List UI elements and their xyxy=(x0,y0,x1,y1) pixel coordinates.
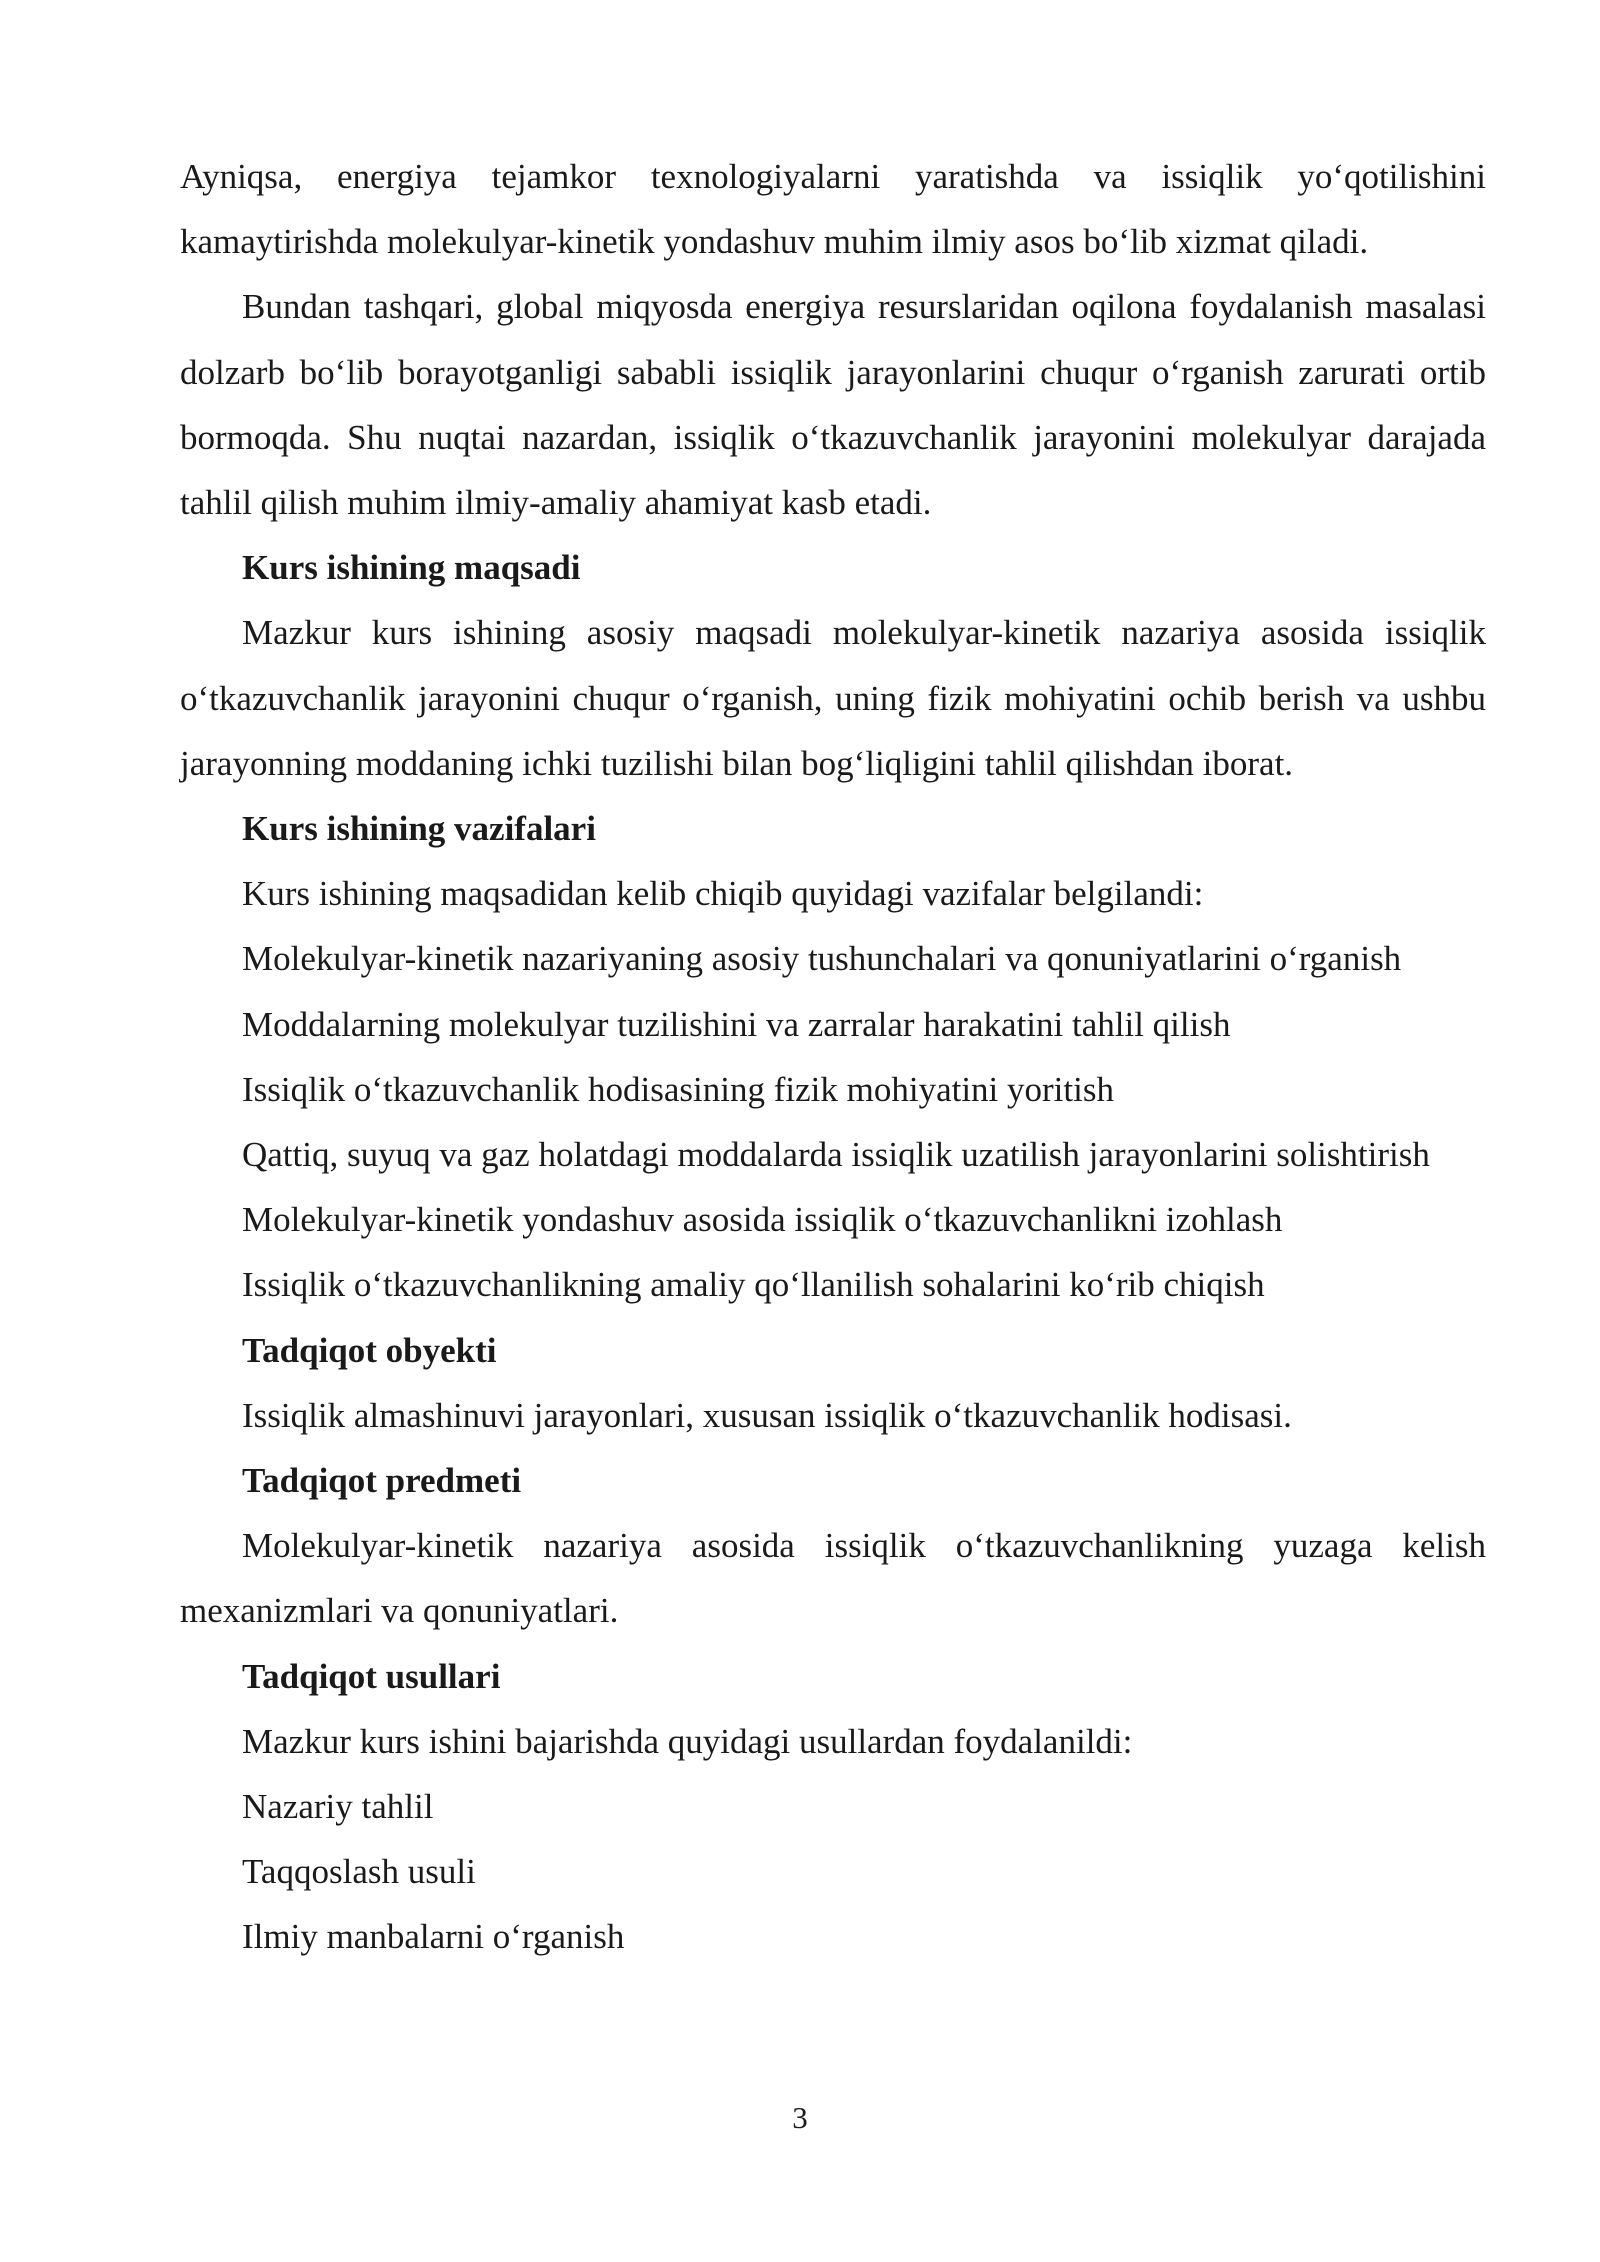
heading-course-goal: Kurs ishining maqsadi xyxy=(242,548,581,588)
task-item-6: Issiqlik o‘tkazuvchanlikning amaliy qo‘llanilish sohalarini ko‘rib chiqish xyxy=(242,1265,1265,1305)
task-item-5: Molekulyar-kinetik yondashuv asosida issiqlik o‘tkazuvchanlikni izohlash xyxy=(242,1200,1283,1240)
paragraph-course-goal: Mazkur kurs ishining asosiy maqsadi molekulyar-kinetik nazariya asosida issiqlik o‘tkazuvchanlik jarayonini chuqur o‘rganish, uning fizik mohiyatini ochib berish va ushbu jarayonning moddaning ichki tuzilishi bilan bog‘liqligini tahlil qilishdan iborat. xyxy=(180,613,1486,783)
paragraph-energy-resources: Bundan tashqari, global miqyosda energiya resurslaridan oqilona foydalanish masalasi dolzarb bo‘lib borayotganligi sababli issiqlik jarayonlarini chuqur o‘rganish zarurati ortib bormoqda. Shu nuqtai nazardan, issiqlik o‘tkazuvchanlik jarayonini molekulyar darajada tahlil qilish muhim ilmiy-amaliy ahamiyat kasb etadi. xyxy=(180,287,1486,523)
page-body xyxy=(180,144,1486,1970)
task-item-4: Qattiq, suyuq va gaz holatdagi moddalarda issiqlik uzatilish jarayonlarini solishtirish xyxy=(242,1135,1430,1175)
method-item-3: Ilmiy manbalarni o‘rganish xyxy=(242,1917,625,1957)
task-item-1: Molekulyar-kinetik nazariyaning asosiy tushunchalari va qonuniyatlarini o‘rganish xyxy=(242,939,1402,979)
paragraph-research-subject: Molekulyar-kinetik nazariya asosida issiqlik o‘tkazuvchanlikning yuzaga kelish mexanizmlari va qonuniyatlari. xyxy=(180,1526,1486,1631)
heading-course-tasks: Kurs ishining vazifalari xyxy=(242,809,596,849)
heading-research-object: Tadqiqot obyekti xyxy=(242,1330,497,1370)
method-item-1: Nazariy tahlil xyxy=(242,1787,434,1827)
heading-research-subject: Tadqiqot predmeti xyxy=(242,1461,522,1501)
paragraph-intro-continuation: Ayniqsa, energiya tejamkor texnologiyalarni yaratishda va issiqlik yo‘qotilishini kamaytirishda molekulyar-kinetik yondashuv muhim ilmiy asos bo‘lib xizmat qiladi. xyxy=(180,157,1486,262)
heading-research-methods: Tadqiqot usullari xyxy=(242,1656,501,1696)
method-item-2: Taqqoslash usuli xyxy=(242,1852,476,1892)
paragraph-tasks-intro: Kurs ishining maqsadidan kelib chiqib quyidagi vazifalar belgilandi: xyxy=(242,874,1204,914)
task-item-2: Moddalarning molekulyar tuzilishini va zarralar harakatini tahlil qilish xyxy=(242,1004,1231,1044)
paragraph-research-object: Issiqlik almashinuvi jarayonlari, xususan issiqlik o‘tkazuvchanlik hodisasi. xyxy=(242,1395,1292,1435)
page-number: 3 xyxy=(792,2100,808,2135)
task-item-3: Issiqlik o‘tkazuvchanlik hodisasining fizik mohiyatini yoritish xyxy=(242,1069,1114,1109)
paragraph-methods-intro: Mazkur kurs ishini bajarishda quyidagi usullardan foydalanildi: xyxy=(242,1721,1133,1761)
